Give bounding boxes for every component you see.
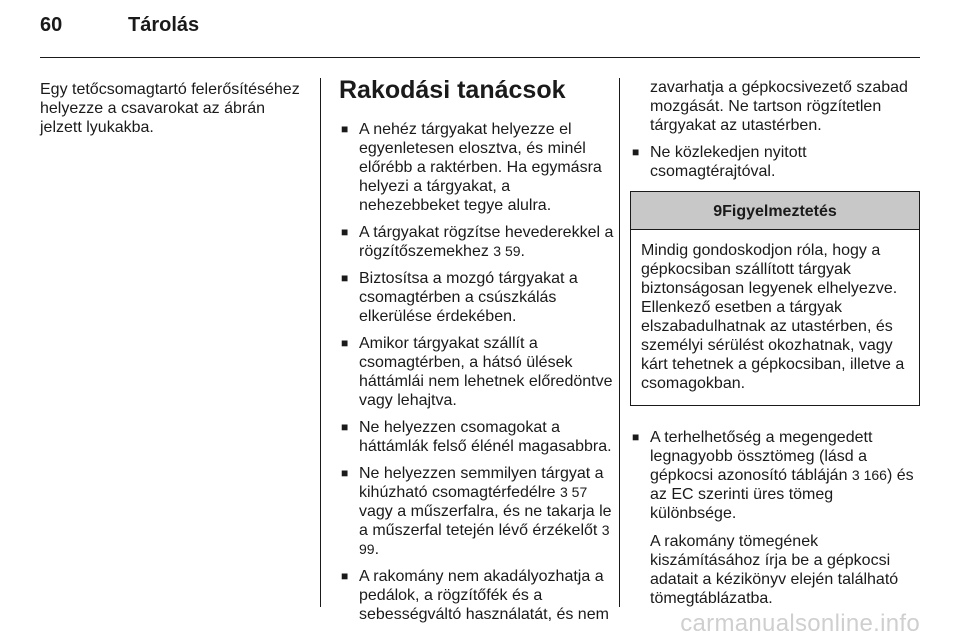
list-item: ■ Ne helyezzen csomagokat a háttámlák felső élénél magasabbra. [341,419,612,455]
bullet-icon: ■ [341,336,349,350]
column-divider-2 [619,78,620,607]
section-heading: Rakodási tanácsok [339,76,566,104]
page-ref-link[interactable]: 3 166 [851,467,887,483]
list-item: ■ A nehéz tárgyakat helyezze el egyenletesen elosztva, és minél előrébb a raktérben. Ha egymásra helyezi a tárgyakat, a nehezebbeket tegye alulra. [341,121,602,214]
bullet-icon: ■ [632,430,640,444]
roof-rack-text: Egy tetőcsomagtartó felerősítéséhez helyezze a csavarokat az ábrán jelzett lyukakba. [40,81,300,136]
bullet-icon: ■ [341,569,349,583]
page-ref-link[interactable]: 3 57 [560,484,588,500]
bullet-icon: ■ [632,145,640,159]
bullet-icon: ■ [341,420,349,434]
page-ref-link[interactable]: 3 59 [493,243,521,259]
list-item: ■ Ne helyezzen semmilyen tárgyat a kihúzható csomagtérfedélre 3 57 vagy a műszerfalra, és ne takarja le a műszerfal tetején lévő érzékelőt 3 99. [341,465,612,558]
bullet-icon: ■ [341,225,349,239]
column-left [40,80,310,137]
list-item: ■ A rakomány nem akadályozhatja a pedálok, a rögzítőfék és a sebességváltó használatát, és nem [341,568,609,623]
column-divider-1 [320,78,321,607]
page-header [40,14,199,37]
column-middle [339,76,614,632]
list-item: ■ Biztosítsa a mozgó tárgyakat a csomagtérben a csúszkálás elkerülése érdekében. [341,270,578,325]
warning-title: Figyelmeztetés [722,203,837,220]
bullet-icon: ■ [341,466,349,480]
column-right [630,80,920,616]
list-item: ■ A terhelhetőség a megengedett legnagyobb össztömeg (lásd a gépkocsi azonosító tábláján 3 166) és az EC szerinti üres tömeg különbsége. A rakomány tömegének kiszámításához írja be a gépkocsi adatait a kézikönyv elején található tömegtáblázatba. [630,428,920,608]
header-rule [40,57,920,58]
list-item: ■ Ne közlekedjen nyitott csomagtérajtóval. [632,144,807,180]
load-calculation-text: A rakomány tömegének kiszámításához írja be a gépkocsi adatait a kézikönyv elején található tömegtáblázatba. [650,533,899,607]
list-item: ■ A tárgyakat rögzítse hevederekkel a rögzítőszemekhez 3 59. [341,224,614,260]
warning-body: Mindig gondoskodjon róla, hogy a gépkocsiban szállított tárgyak biztonságosan legyenek elhelyezve. Ellenkező esetben a tárgyak elszabadulhatnak az utastérben, és személyi sérülést okozhatnak, vagy kárt tehetnek a gépkocsiban, illetve a csomagokban. [641,242,905,392]
list-item-continuation: zavarhatja a gépkocsivezető szabad mozgását. Ne tartson rögzítetlen tárgyakat az utastérben. [650,79,908,134]
watermark: carmanualsonline.info [680,610,920,637]
page-title: Tárolás [128,14,200,36]
page-number: 60 [40,14,63,36]
warning-box [630,191,920,406]
bullet-icon: ■ [341,122,349,136]
warning-icon: 9 [713,203,723,220]
load-capacity-list [630,428,920,608]
warning-header [631,192,919,230]
bullet-icon: ■ [341,271,349,285]
loading-tips-list [339,120,614,624]
page-ref-link[interactable]: 3 99 [359,522,610,557]
list-item: ■ Amikor tárgyakat szállít a csomagtérben, a hátsó ülések háttámlái nem lehetnek előredöntve vagy lehajtva. [341,335,613,409]
loading-tips-list-continued [630,143,920,181]
